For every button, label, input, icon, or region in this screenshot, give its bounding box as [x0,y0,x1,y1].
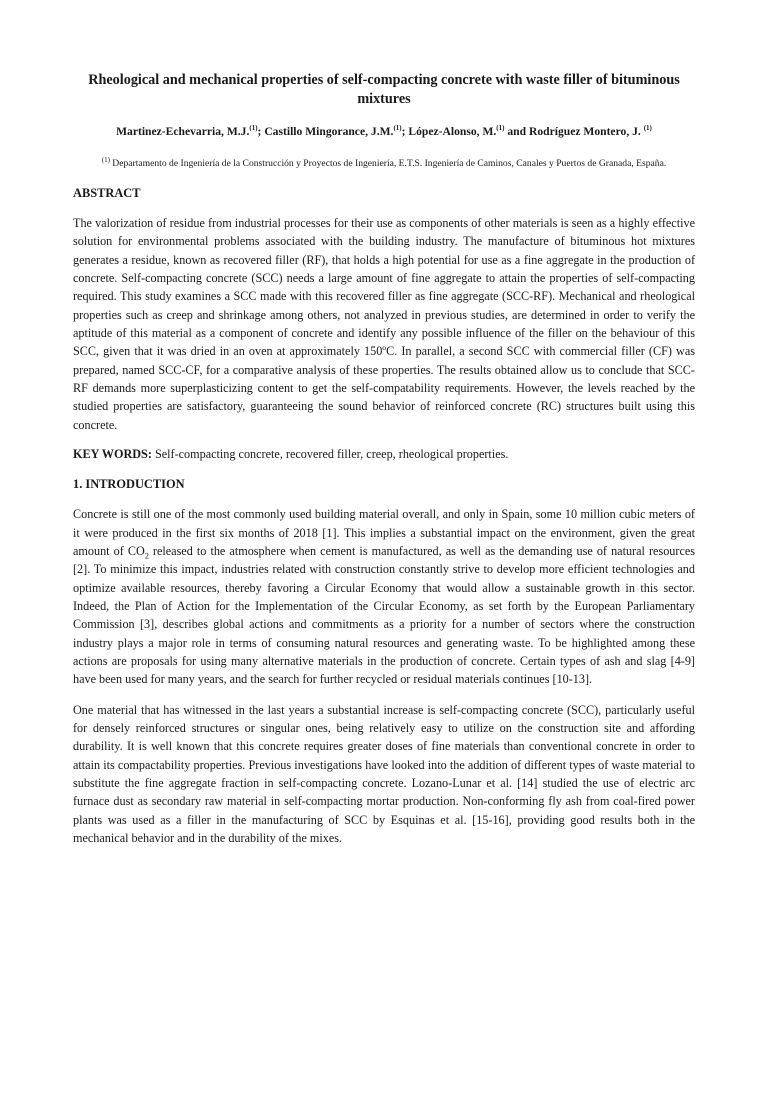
author-name: Rodríguez Montero, J. [528,125,641,138]
keywords-label: KEY WORDS: [73,447,152,462]
paper-title: Rheological and mechanical properties of self-compacting concrete with waste filler of bituminous mixtures [88,72,680,107]
author-separator: ; [401,125,409,138]
author-separator: and [504,125,529,138]
author-name: Martinez-Echevarria, M.J. [116,125,250,138]
author-name: Castillo Mingorance, J.M. [264,125,394,138]
affiliation-mark: (1) [101,155,110,164]
affiliation [73,154,695,174]
subscript: 2 [144,551,149,561]
keywords-text: Self-compacting concrete, recovered filler, creep, rheological properties. [151,447,509,462]
abstract-heading: ABSTRACT [73,186,141,200]
paper-page [0,71,768,1095]
paragraph-text: Concrete is still one of the most commonly used building material overall, and only in Spain, some 10 million cubic meters of it were produced in the first six months of 2018 [1]. This implies a substantial impact on the environment, given the great amount of CO [73,507,695,558]
introduction-paragraph-2: One material that has witnessed in the last years a substantial increase is self-compacting concrete (SCC), particularly useful for densely reinforced structures or singular ones, being relatively easy to utilize on the construction site and affording durability. It is well known that this concrete requires greater doses of fine materials than conventional concrete in order to attain its compactability properties. Previous investigations have looked into the addition of different types of waste material to substitute the fine aggregate fraction in self-compacting concrete. Lozano-Lunar et al. [14] studied the use of electric arc furnace dust as secondary raw material in self-compacting mortar production. Non-conforming fly ash from coal-fired power plants was used as a filler in the manufacturing of SCC by Esquinas et al. [15-16], providing good results both in the mechanical behavior and in the durability of the mixes. [73,702,695,846]
introduction-paragraph-1 [73,505,695,688]
author-name: López-Alonso, M. [408,125,497,138]
author-affiliation-mark: (1) [393,124,402,133]
author-list [73,124,695,140]
author-affiliation-mark: (1) [643,124,652,133]
abstract-text: The valorization of residue from industrial processes for their use as components of other materials is seen as a highly effective solution for environmental problems associated with the building industry. The manufacture of bituminous hot mixtures generates a residue, known as recovered filler (RF), that holds a high potential for use as a fine aggregate in the production of concrete. Self-compacting concrete (SCC) needs a large amount of fine aggregate to attain the properties of self-compacting required. This study examines a SCC made with this recovered filler as fine aggregate (SCC-RF). Mechanical and rheological properties such as creep and shrinkage among others, not analyzed in previous studies, are determined in order to verify the aptitude of this material as a component of concrete and identify any possible influence of the filler on the behaviour of this SCC, given that it was dried in an oven at approximately 150ºC. In parallel, a second SCC with commercial filler (CF) was prepared, named SCC-CF, for a comparative analysis of these properties. The results obtained allow us to conclude that SCC-RF demands more superplasticizing content to get the self-compatability requirements. However, the levels reached by the studied properties are satisfactory, guaranteeing the sound behavior of reinforced concrete (RC) structures built using this concrete. [73,216,695,432]
paragraph-text: released to the atmosphere when cement is manufactured, as well as the demanding use of natural resources [2]. To minimize this impact, industries related with construction constantly strive to develop more efficient technologies and optimize available resources, thereby favoring a Circular Economy that would allow a sustainable growth in this sector. Indeed, the Plan of Action for the Implementation of the Circular Economy, as set forth by the European Parliamentary Commission [3], describes global actions and commitments as a priority for a number of sectors where the construction industry plays a major role in terms of consuming natural resources and generating waste. To be highlighted among these actions are proposals for using many alternative materials in the production of concrete. Certain types of ash and slag [4-9] have been used for many years, and the search for further recycled or residual materials continues [10-13]. [73,544,696,687]
introduction-heading: 1. INTRODUCTION [73,477,185,492]
affiliation-text: Departamento de Ingeniería de la Construcción y Proyectos de Ingeniería, E.T.S. Ingeniería de Caminos, Canales y Puertos de Granada, España. [109,158,667,169]
author-separator: ; [257,125,265,138]
author-affiliation-mark: (1) [249,124,258,133]
author-affiliation-mark: (1) [496,124,505,133]
keywords [73,445,695,463]
